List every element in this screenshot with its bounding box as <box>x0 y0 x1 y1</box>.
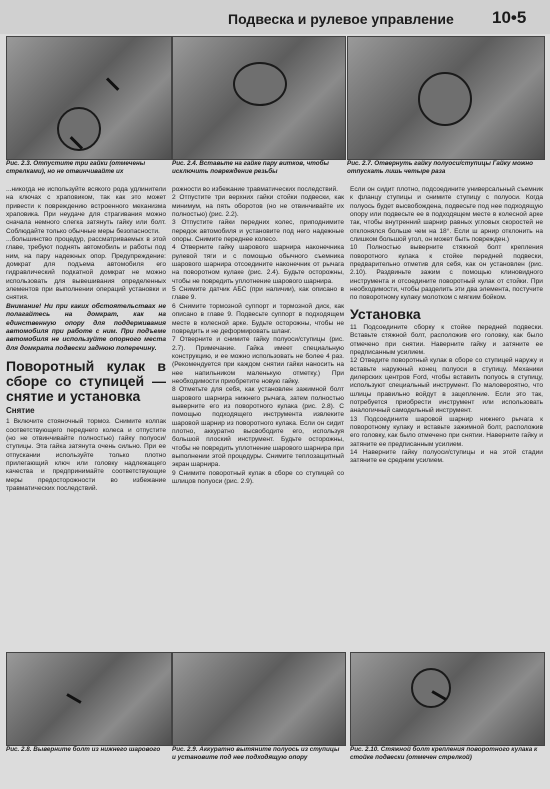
col2-step: 7 Отверните и снимите гайку полуоси/ступицы (рис. 2.7). Примечание. Гайка имеет специальную конструкцию, и ее можно использовать не более 4 раз. (Рекомендуется при каждом снятии гайки наносить на нее напильником маленькую отметку.) При необходимости приобретите новую гайку. <box>172 336 344 385</box>
photo-fig-2-10 <box>350 652 545 746</box>
col2-step: 3 Отпустите гайки передних колес, приподнимите передок автомобиля и установите под него надежные опоры. Снимите переднее колесо. <box>172 219 344 244</box>
col1-paragraph: ...никогда не используйте всякого рода удлинители на ключах с храповиком, так как это может привести к повреждению встроенного механизма храповика. При неудаче для страгивания можно сначала немного слегка затянуть гайку или болт. Соблюдайте только обычные меры безопасности. <box>6 186 166 235</box>
text-column-1 <box>6 186 166 648</box>
caption-fig-2-4: Рис. 2.4. Вставьте на гайке пару витков, чтобы исключить повреждение резьбы <box>172 160 329 175</box>
col2-step: 9 Снимите поворотный кулак в сборе со ступицей со шлицов полуоси (рис. 2.9). <box>172 469 344 486</box>
photo-fig-2-4 <box>172 36 346 160</box>
col2-paragraph: рожности во избежание травматических последствий. <box>172 186 338 193</box>
col2-step: 2 Отпустите три верхних гайки стойки подвески, как минимум, на пять оборотов (но не отвинчивайте их полностью) (рис. 2.2). <box>172 194 344 219</box>
caption-fig-2-3: Рис. 2.3. Отпустите три гайки (отмечены стрелками), но не отвинчивайте их <box>6 160 146 175</box>
col2-step: 4 Отверните гайку шарового шарнира наконечника рулевой тяги и с помощью обычного съемника шарового шарнира отсоедините наконечник от рычага на поворотном кулаке (рис. 2.4). Будьте осторожны, чтобы не повредить уплотнение шарового шарнира. <box>172 244 344 285</box>
text-column-3 <box>350 186 543 648</box>
col1-step: 1 Включите стояночный тормоз. Снимите колпак соответствующего переднего колеса и отпустите (но не отвинчивайте полностью) гайку полуоси/ступицы. Эта гайка затянута очень сильно. При ее отпускании используйте только плотно прилегающий ключ или головку надлежащего качества и предпринимайте соответствующие меры предосторожности во избежание травматических последствий. <box>6 418 166 492</box>
col1-paragraph: ...большинство процедур, рассматриваемых в этой главе, требуют поднять автомобиль и работы под ним, на пару надежных опор. Предупреждение: домкрат для подъема автомобиля его гидравлический подкатной домкрат не можно использовать для вывешивания определенных элементов при выполнении операций установки и снятия. <box>6 236 166 302</box>
col3-step: 10 Полностью выверните стяжной болт крепления поворотного кулака к стойке передней подвески, предварительно отметив для себя, как он установлен (рис. 2.10). Раздвиньте зажим с помощью клиновидного инструмента и отсоедините поворотный кулак от стойки. При необходимости, чтобы разделить эти два элемента, постучите по поворотному кулаку молотком с мягким бойком. <box>350 244 543 302</box>
photo-fig-2-8 <box>6 652 172 746</box>
col3-step: 11 Подсоедините сборку к стойке передней подвески. Вставьте стяжной болт, расположив его головку, как было отмечено при снятии. Наверните гайку и затяните ее предписанным усилием. <box>350 323 543 356</box>
caption-fig-2-7: Рис. 2.7. Отвернуть гайку полуоси/ступицы Гайку можно отпускать лишь четыре раза <box>347 160 533 175</box>
subheading-removal: Снятие <box>6 405 35 415</box>
section-heading-removal-installation: Поворотный кулак в сборе со ступицей — снятие и установка <box>6 357 166 404</box>
photo-fig-2-3 <box>6 36 172 160</box>
header-title: Подвеска и рулевое управление <box>228 11 454 27</box>
caption-fig-2-8: Рис. 2.8. Выверните болт из нижнего шарового <box>6 746 161 753</box>
col3-paragraph: Если он сидит плотно, подсоедините универсальный съемник к фланцу ступицы и снимите ступицу с полуоси. Когда полуось будет высвобождена, подвесьте под нее подходящую опору или подвесьте ее в подходящем месте в колесной арке так, чтобы внутренний шарнир равных угловых скоростей не отклонялся больше чем на 18°. Если ш арнир отклонить на слишком большой угол, он может быть поврежден.) <box>350 186 543 244</box>
caption-fig-2-9: Рис. 2.9. Аккуратно вытяните полуось из ступицы и установите под нее подходящую опору <box>172 746 340 761</box>
col2-step: 6 Снимите тормозной суппорт и тормозной диск, как описано в главе 9. Подвесьте суппорт в подходящем месте в колесной арке. Будьте осторожны, чтобы не повредить и не деформировать шланг. <box>172 302 344 335</box>
photo-fig-2-9 <box>172 652 346 746</box>
col3-step: 13 Подсоедините шаровой шарнир нижнего рычага к поворотному кулаку и вставьте зажимной болт, расположив его головку, как было отмечено при снятии. Наверните гайку и затяните ее предписанным усилием. <box>350 415 543 448</box>
photo-fig-2-7 <box>347 36 545 160</box>
col3-step: 12 Отведите поворотный кулак в сборе со ступицей наружу и вставьте наружный конец полуоси в ступицу. Механики дилерских центров Ford, чтобы вставить полуось в ступицу, используют специальный инструмент. По маловероятно, что шлицы правильно войдут в зацепление. Если это так, потребуется приобрести инструмент или использовать аналогичный самодельный инструмент. <box>350 357 543 415</box>
col2-step: 8 Отметьте для себя, как установлен зажимной болт шарового шарнира нижнего рычага, затем полностью выверните его из поворотного кулака (рис. 2.8). С помощью подходящего инструмента извлеките шаровой шарнир из поворотного кулака. Если он сидит плотно, аккуратно высвободите его, используя большой плоский инструмент. Будьте осторожны, чтобы не повредить уплотнение шарового шарнира при выполнении этой процедуры. Снимите теплозащитный экран шарнира. <box>172 386 344 469</box>
col3-step: 14 Наверните гайку полуоси/ступицы и на этой стадии затяните ее средним усилием. <box>350 448 543 465</box>
caption-fig-2-10: Рис. 2.10. Стяжной болт крепления поворотного кулака к стойке подвески (отмечен стрелкой) <box>350 746 538 761</box>
text-column-2 <box>172 186 344 648</box>
page-number: 10•5 <box>492 8 527 27</box>
col1-warning: Внимание! Ни при каких обстоятельствах не полагайтесь на домкрат, как на единственную опору для поддерживания автомобиля при работе с ним. При подъеме автомобиля не используйте опорного места для домкрата подвески заднюю поперечину. <box>6 302 166 352</box>
section-heading-installation: Установка <box>350 305 421 322</box>
col2-step: 5 Снимите датчик АБС (при наличии), как описано в главе 9. <box>172 286 344 302</box>
